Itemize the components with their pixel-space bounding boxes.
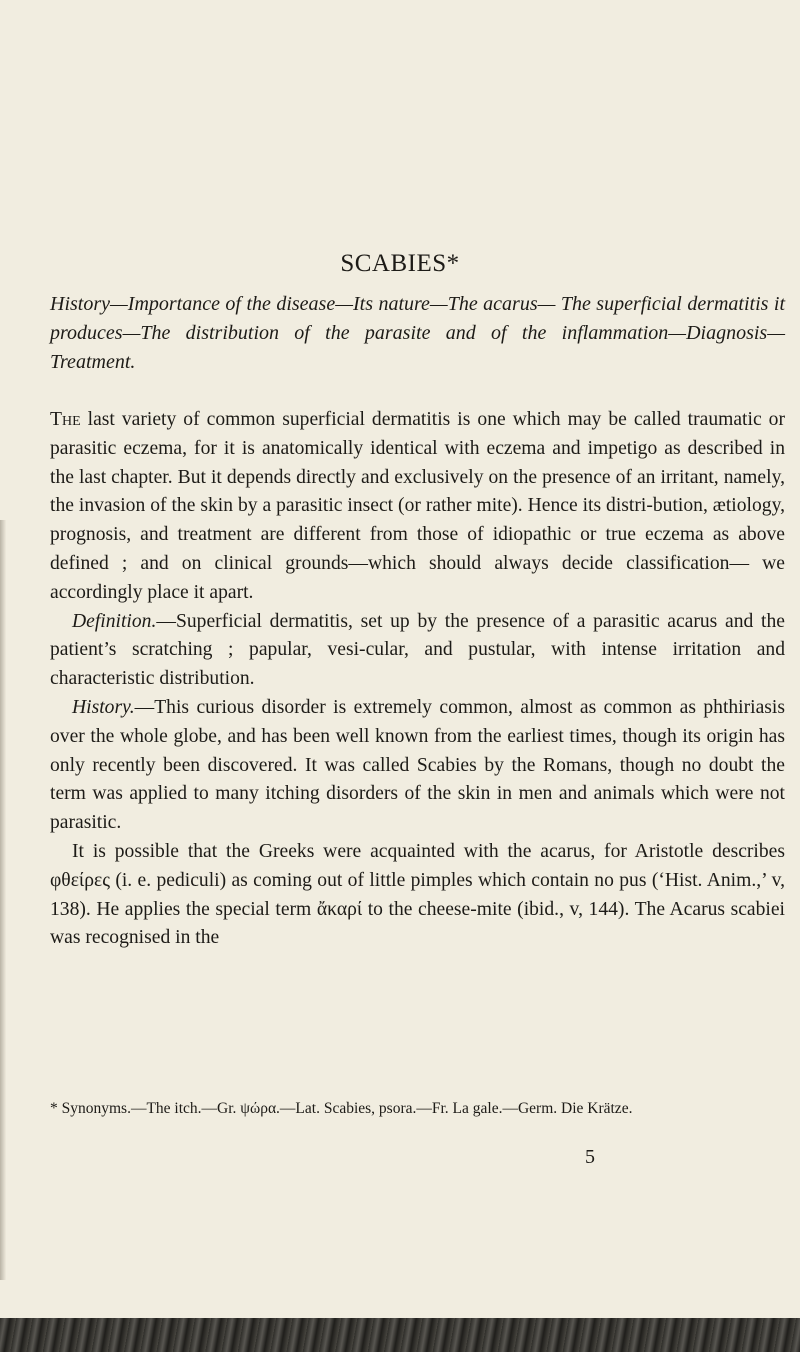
- paragraph-lead: The: [50, 409, 81, 430]
- chapter-title: SCABIES*: [340, 250, 460, 277]
- body-text: [50, 406, 785, 953]
- paragraph-definition: [50, 608, 785, 694]
- paragraph-intro: [50, 406, 785, 608]
- paragraph-text: —This curious disorder is extremely common, almost as common as phthiriasis over the whole globe, and has been well known from the earliest times, though its origin has only recently been discovered. It was called Scabies by the Romans, though no doubt the term was applied to many itching disorders of the skin in men and animals which were not parasitic.: [50, 696, 785, 834]
- paragraph-lead: History.: [72, 696, 135, 718]
- chapter-summary: History—Importance of the disease—Its nature—The acarus— The superficial dermatitis it produces—The distribution of the parasite and of the inflammation—Diagnosis—Treatment.: [50, 293, 785, 373]
- footnote: * Synonyms.—The itch.—Gr. ψώρα.—Lat. Scabies, psora.—Fr. La gale.—Germ. Die Krätze.: [50, 1100, 633, 1117]
- page-number: 5: [585, 1146, 595, 1168]
- paragraph-text: It is possible that the Greeks were acquainted with the acarus, for Aristotle describes φθείρες (i. e. pediculi) as coming out of little pimples which contain no pus (‘Hist. Anim.,’ v, 138). He applies the special term ἄκαρί to the cheese-mite (ibid., v, 144). The Acarus scabiei was recognised in the: [50, 840, 785, 949]
- paragraph-greeks: [50, 838, 785, 953]
- paragraph-text: last variety of common superficial dermatitis is one which may be called traumatic or parasitic eczema, for it is anatomically identical with eczema and impetigo as described in the last chapter. But it depends directly and exclusively on the presence of an irritant, namely, the invasion of the skin by a parasitic insect (or rather mite). Hence its distri-bution, ætiology, prognosis, and treatment are different from those of idiopathic or true eczema as above defined ; and on clinical grounds—which should always decide classification— we accordingly place it apart.: [50, 409, 785, 603]
- page-bottom-edge: [0, 1318, 800, 1352]
- binding-edge: [0, 520, 6, 1280]
- paragraph-text: —Superficial dermatitis, set up by the presence of a parasitic acarus and the patient’s scratching ; papular, vesi-cular, and pustular, with intense irritation and characteristic distribution.: [50, 610, 785, 690]
- paragraph-history: [50, 694, 785, 838]
- paragraph-lead: Definition.: [72, 610, 157, 632]
